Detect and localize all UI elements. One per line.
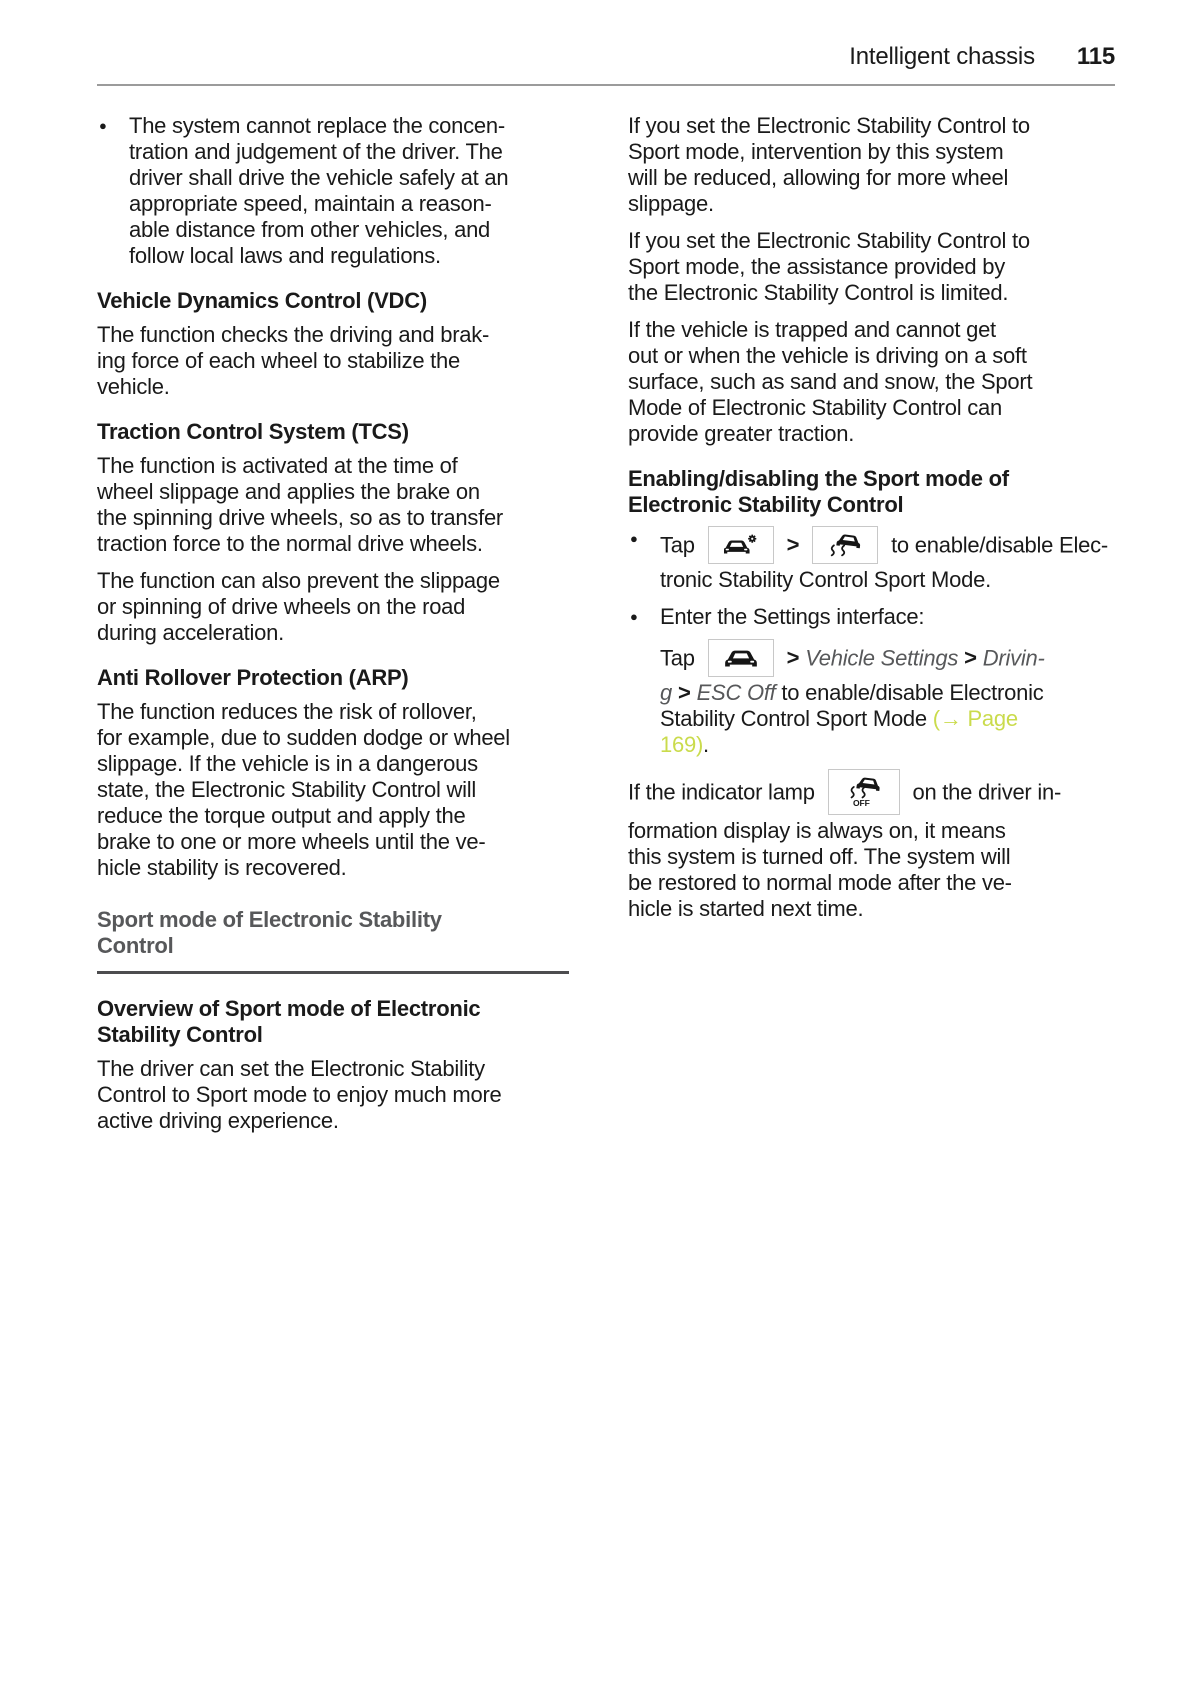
two-column-body [97, 113, 1115, 1145]
text-run: active driving experience. [97, 1108, 339, 1133]
text-run: surface, such as sand and snow, the Sport [628, 369, 1033, 394]
settings-path-steps [660, 639, 1115, 758]
text-run: able distance from other vehicles, and [129, 217, 491, 242]
heading-overview [97, 996, 569, 1048]
text-run: The function reduces the risk of rollover, [97, 699, 477, 724]
section-heading-sport-mode [97, 907, 569, 974]
header-divider [97, 84, 1115, 86]
paragraph [628, 769, 1115, 922]
chevron-separator: > [964, 645, 977, 671]
text-run: to enable/disable Electronic [775, 680, 1044, 705]
list-item [628, 526, 1115, 593]
paragraph [97, 322, 569, 400]
text-run: Stability Control Sport Mode [660, 706, 933, 731]
text-run: the Electronic Stability Control is limited. [628, 280, 1009, 305]
text-run: driver shall drive the vehicle safely at an [129, 165, 509, 190]
text-run: for example, due to sudden dodge or wheel [97, 725, 510, 750]
right-column [628, 113, 1115, 1145]
text-run: If the indicator lamp [628, 779, 821, 805]
text-run: If you set the Electronic Stability Control to [628, 228, 1030, 253]
text-run: Sport mode of Electronic Stability [97, 907, 442, 932]
bullet-icon: ● [630, 531, 638, 546]
heading-enabling [628, 466, 1115, 518]
text-run: this system is turned off. The system will [628, 844, 1011, 869]
bullet-text [129, 113, 569, 269]
list-item [628, 604, 1115, 758]
text-run: be restored to normal mode after the ve- [628, 870, 1012, 895]
paragraph [97, 699, 569, 881]
text-run: Enter the Settings interface: [660, 604, 925, 629]
page-reference-link[interactable]: 169) [660, 732, 704, 757]
text-run: Electronic Stability Control [628, 492, 904, 517]
chapter-title: Intelligent chassis [849, 43, 1035, 70]
text-run: ing force of each wheel to stabilize the [97, 348, 461, 373]
text-run: Enabling/disabling the Sport mode of [628, 466, 1009, 491]
chevron-separator: > [786, 645, 800, 671]
menu-path-item: ESC Off [696, 680, 776, 705]
text-run: Control to Sport mode to enjoy much more [97, 1082, 502, 1107]
text-run: . [703, 732, 709, 757]
text-run: Sport mode, intervention by this system [628, 139, 1004, 164]
text-run: If you set the Electronic Stability Control to [628, 113, 1030, 138]
page-reference-link[interactable]: (→ Page [932, 706, 1018, 731]
text-run: Tap [660, 645, 701, 671]
text-run: The system cannot replace the concen- [129, 113, 505, 138]
text-run: hicle stability is recovered. [97, 855, 347, 880]
bullet-icon: ● [99, 118, 107, 133]
text-run: to enable/disable Elec- [885, 532, 1108, 558]
bullet-text [660, 526, 1115, 593]
text-run: Mode of Electronic Stability Control can [628, 395, 1002, 420]
text-run: Tap [660, 532, 701, 558]
text-run: appropriate speed, maintain a reason- [129, 191, 492, 216]
text-run: Control [97, 933, 174, 958]
paragraph [628, 317, 1115, 447]
text-run: reduce the torque output and apply the [97, 803, 466, 828]
car-settings-icon [708, 526, 774, 564]
text-run: The function checks the driving and brak- [97, 322, 490, 347]
paragraph [628, 113, 1115, 217]
text-run: vehicle. [97, 374, 170, 399]
text-run: Stability Control [97, 1022, 263, 1047]
heading-vdc: Vehicle Dynamics Control (VDC) [97, 288, 427, 313]
paragraph [97, 1056, 569, 1134]
esc-icon [812, 526, 878, 564]
text-run: Sport mode, the assistance provided by [628, 254, 1005, 279]
menu-path-item: g [660, 680, 672, 705]
text-run: hicle is started next time. [628, 896, 864, 921]
text-run: provide greater traction. [628, 421, 855, 446]
text-run: Overview of Sport mode of Electronic [97, 996, 481, 1021]
heading-tcs: Traction Control System (TCS) [97, 419, 409, 444]
svg-text:OFF: OFF [852, 798, 870, 808]
text-run: follow local laws and regulations. [129, 243, 441, 268]
list-item [97, 113, 569, 269]
text-run: traction force to the normal drive wheels. [97, 531, 483, 556]
heading-arp: Anti Rollover Protection (ARP) [97, 665, 409, 690]
text-run: brake to one or more wheels until the ve- [97, 829, 486, 854]
chevron-separator: > [786, 532, 800, 558]
text-run: wheel slippage and applies the brake on [97, 479, 480, 504]
left-column [97, 113, 569, 1145]
text-run: slippage. [628, 191, 714, 216]
page-number: 115 [1076, 43, 1115, 70]
text-run: The driver can set the Electronic Stability [97, 1056, 485, 1081]
chevron-separator: > [678, 680, 691, 705]
text-run: will be reduced, allowing for more wheel [628, 165, 1009, 190]
paragraph [628, 228, 1115, 306]
text-run: tronic Stability Control Sport Mode. [660, 567, 991, 592]
car-icon [708, 639, 774, 677]
bullet-intro [660, 604, 1115, 630]
text-run: during acceleration. [97, 620, 285, 645]
bullet-icon: ● [630, 609, 638, 624]
esc-off-icon [828, 769, 900, 815]
text-run: the spinning drive wheels, so as to transfer [97, 505, 504, 530]
text-run: state, the Electronic Stability Control will [97, 777, 477, 802]
text-run: The function can also prevent the slippage [97, 568, 500, 593]
menu-path-item: Vehicle Settings [805, 645, 959, 671]
text-run: The function is activated at the time of [97, 453, 458, 478]
bullet-text [660, 604, 1115, 758]
text-run: out or when the vehicle is driving on a soft [628, 343, 1027, 368]
paragraph [97, 568, 569, 646]
text-run: tration and judgement of the driver. The [129, 139, 503, 164]
text-run: slippage. If the vehicle is in a dangerous [97, 751, 478, 776]
text-run: on the driver in- [906, 779, 1062, 805]
paragraph [97, 453, 569, 557]
text-run: or spinning of drive wheels on the road [97, 594, 466, 619]
text-run: formation display is always on, it means [628, 818, 1006, 843]
page-header [97, 0, 1115, 72]
menu-path-item: Drivin- [982, 645, 1045, 671]
text-run: If the vehicle is trapped and cannot get [628, 317, 996, 342]
